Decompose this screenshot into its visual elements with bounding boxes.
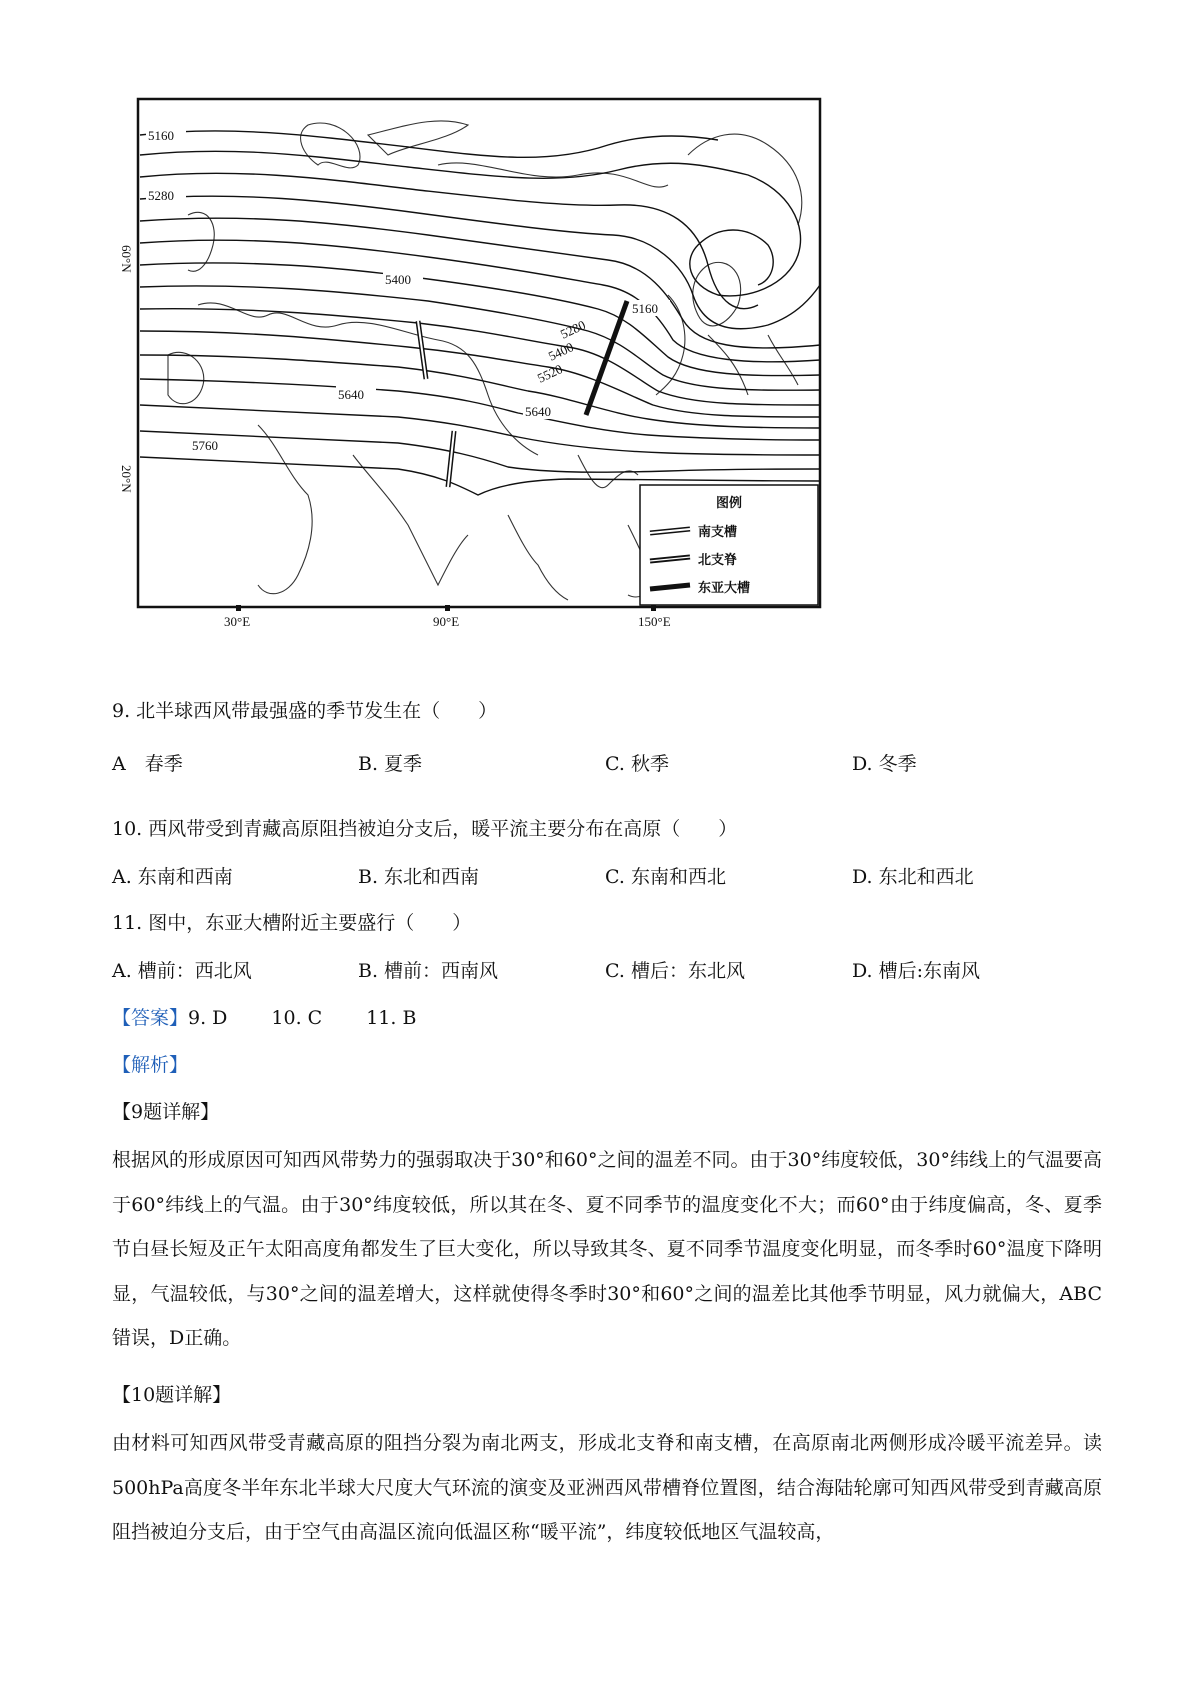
contour-label: 5400	[385, 272, 411, 287]
contour-label: 5280	[148, 188, 174, 203]
question-11-stem: 11. 图中，东亚大槽附近主要盛行（ ）	[112, 912, 472, 934]
detail-9-title: 【9题详解】	[112, 1101, 220, 1123]
contour-label: 5160	[148, 128, 174, 143]
analysis-tag: 【解析】	[112, 1054, 189, 1076]
lon-label: 90°E	[433, 614, 460, 629]
contour-label: 5520	[534, 361, 565, 386]
question-10-stem: 10. 西风带受到青藏高原阻挡被迫分支后，暖平流主要分布在高原（ ）	[112, 818, 738, 840]
question-10-option-d: D. 东北和西北	[852, 866, 974, 888]
question-11-option-c: C. 槽后：东北风	[605, 960, 745, 982]
contour-label: 5160	[632, 301, 658, 316]
map-legend	[640, 485, 818, 605]
question-9-stem: 9. 北半球西风带最强盛的季节发生在（ ）	[112, 700, 498, 722]
question-9-option-a: A 春季	[112, 753, 183, 775]
lon-labels	[224, 605, 671, 629]
contour-label: 5280	[557, 317, 588, 342]
answer-item: 9. D	[188, 1007, 228, 1029]
legend-label: 东亚大槽	[698, 581, 751, 596]
question-10-option-c: C. 东南和西北	[605, 866, 726, 888]
contour-label: 5760	[192, 438, 218, 453]
answer-tag: 【答案】	[112, 1007, 189, 1029]
westerlies-map	[108, 95, 848, 685]
question-10-option-a: A. 东南和西南	[112, 866, 233, 888]
question-11-option-d: D. 槽后:东南风	[852, 960, 981, 982]
legend-label: 南支槽	[698, 525, 738, 540]
lon-label: 150°E	[638, 614, 671, 629]
question-9-option-d: D. 冬季	[852, 753, 917, 775]
lon-label: 30°E	[224, 614, 251, 629]
detail-9-text: 根据风的形成原因可知西风带势力的强弱取决于30°和60°之间的温差不同。由于30°纬度较低，30°纬线上的气温要高于60°纬线上的气温。由于30°纬度较低，所以其在冬、夏不同季节的温度变化不大；而60°由于纬度偏高，冬、夏季节白昼长短及正午太阳高度角都发生了巨大变化，所以导致其冬、夏不同季节温度变化明显，而冬季时60°温度下降明显，气温较低，与30°之间的温差增大，这样就使得冬季时30°和60°之间的温差比其他季节明显，风力就偏大，ABC错误，D正确。	[112, 1149, 1102, 1349]
question-9-option-b: B. 夏季	[358, 753, 423, 775]
question-10-option-b: B. 东北和西南	[358, 866, 480, 888]
question-11-option-b: B. 槽前：西南风	[358, 960, 499, 982]
legend-label: 北支脊	[698, 553, 738, 568]
lat-label: 20°N	[119, 465, 134, 493]
contour-label: 5640	[338, 387, 364, 402]
answer-line	[112, 1005, 416, 1031]
legend-title: 图例	[716, 496, 743, 511]
contour-label: 5400	[545, 339, 576, 364]
contour-label: 5640	[525, 404, 551, 419]
detail-10-title: 【10题详解】	[112, 1384, 232, 1406]
detail-10-text: 由材料可知西风带受青藏高原的阻挡分裂为南北两支，形成北支脊和南支槽，在高原南北两侧形成冷暖平流差异。读500hPa高度冬半年东北半球大尺度大气环流的演变及亚洲西风带槽脊位置图，结合海陆轮廓可知西风带受到青藏高原阻挡被迫分支后，由于空气由高温区流向低温区称“暖平流”，纬度较低地区气温较高，	[112, 1432, 1102, 1543]
answer-item: 10. C	[271, 1007, 323, 1029]
answer-item: 11. B	[366, 1007, 417, 1029]
lat-labels	[119, 245, 134, 493]
question-9-option-c: C. 秋季	[605, 753, 669, 775]
question-11-option-a: A. 槽前：西北风	[112, 960, 252, 982]
lat-label: 60°N	[119, 245, 134, 273]
